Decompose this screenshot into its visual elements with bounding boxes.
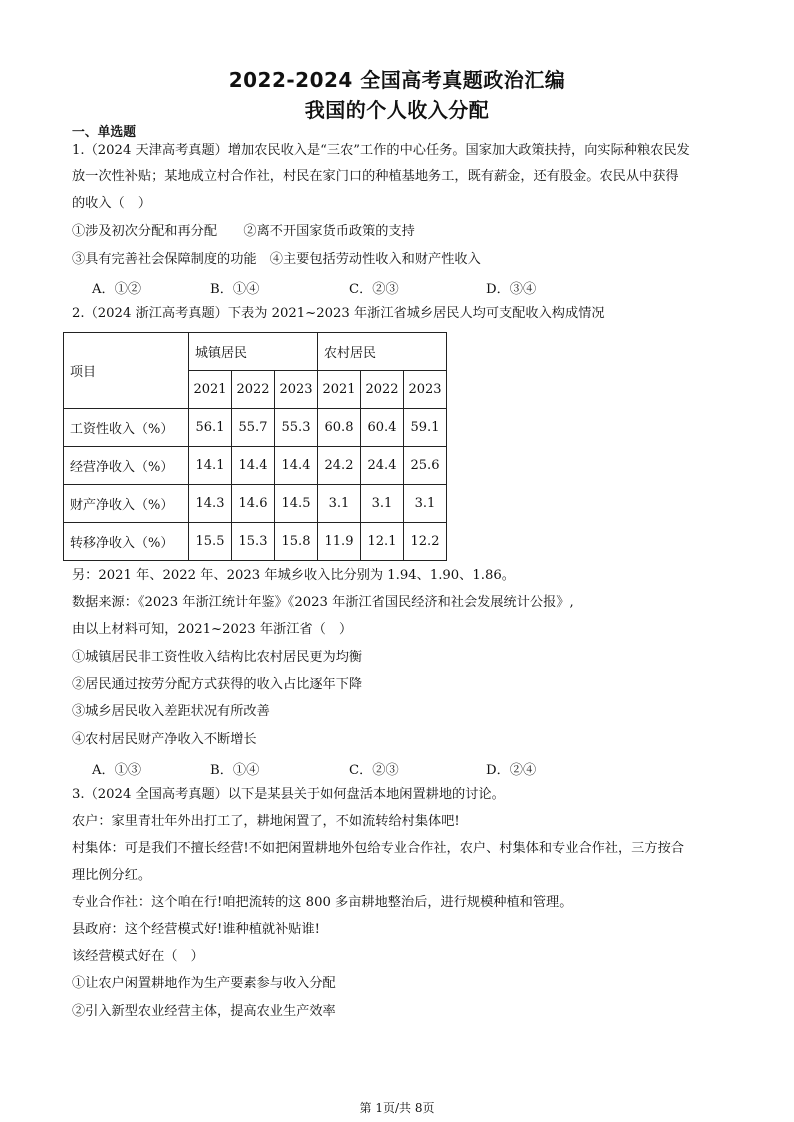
table-row — [64, 447, 447, 485]
table-year-cell: 2021 — [189, 371, 232, 409]
table-cell: 3.1 — [318, 485, 361, 523]
table-cell: 55.7 — [232, 409, 275, 447]
table-year-cell: 2023 — [404, 371, 447, 409]
table-cell: 14.4 — [232, 447, 275, 485]
table-cell: 59.1 — [404, 409, 447, 447]
q3-statement-line: ②引入新型农业经营主体，提高农业生产效率 — [72, 1004, 336, 1019]
table-cell: 14.5 — [275, 485, 318, 523]
table-cell: 3.1 — [361, 485, 404, 523]
q3-dialogue-line: 农户：家里青壮年外出打工了，耕地闲置了，不如流转给村集体吧! — [72, 814, 460, 829]
table-cell: 14.4 — [275, 447, 318, 485]
table-cell: 24.2 — [318, 447, 361, 485]
q2-option-d: D．②④ — [486, 763, 537, 778]
q3-dialogue-line: 理比例分红。 — [72, 868, 152, 883]
section-heading: 一、单选题 — [72, 125, 136, 140]
table-row — [64, 485, 447, 523]
table-row-label: 财产净收入（%） — [64, 485, 189, 523]
q2-statement-line: ②居民通过按劳分配方式获得的收入占比逐年下降 — [72, 677, 363, 692]
table-row-label: 转移净收入（%） — [64, 523, 189, 561]
table-cell: 3.1 — [404, 485, 447, 523]
table-cell: 60.4 — [361, 409, 404, 447]
q2-statement-line: ④农村居民财产净收入不断增长 — [72, 732, 257, 747]
q3-dialogue-line: 专业合作社：这个咱在行!咱把流转的这 800 多亩耕地整治后，进行规模种植和管理。 — [72, 895, 573, 910]
q2-option-c: C．②③ — [349, 763, 399, 778]
table-cell: 12.2 — [404, 523, 447, 561]
q3-dialogue-line: 村集体：可是我们不擅长经营!不如把闲置耕地外包给专业合作社，农户、村集体和专业合作社，三方按合 — [72, 841, 684, 856]
table-cell: 55.3 — [275, 409, 318, 447]
q3-stem: 3.（2024 全国高考真题）以下是某县关于如何盘活本地闲置耕地的讨论。 — [72, 787, 505, 802]
income-table — [63, 332, 447, 561]
q2-statement-line: ③城乡居民收入差距状况有所改善 — [72, 704, 270, 719]
table-cell: 12.1 — [361, 523, 404, 561]
q1-statement-line: ③具有完善社会保障制度的功能 ④主要包括劳动性收入和财产性收入 — [72, 252, 481, 267]
q1-stem-line: 放一次性补贴；某地成立村合作社，村民在家门口的种植基地务工，既有薪金，还有股金。农民从中获得 — [72, 169, 679, 184]
q1-stem-line: 的收入（ ） — [72, 196, 152, 211]
table-row-label: 工资性收入（%） — [64, 409, 189, 447]
table-cell: 15.5 — [189, 523, 232, 561]
table-cell: 11.9 — [318, 523, 361, 561]
q2-option-b: B．①④ — [210, 763, 260, 778]
q2-statement-line: ①城镇居民非工资性收入结构比农村居民更为均衡 — [72, 650, 363, 665]
table-cell: 60.8 — [318, 409, 361, 447]
table-year-cell: 2021 — [318, 371, 361, 409]
page-subtitle: 我国的个人收入分配 — [304, 98, 490, 122]
table-year-cell: 2022 — [232, 371, 275, 409]
q2-prompt: 由以上材料可知，2021~2023 年浙江省（ ） — [72, 622, 353, 637]
q1-stem-line: 1.（2024 天津高考真题）增加农民收入是“三农”工作的中心任务。国家加大政策扶持，向实际种粮农民发 — [72, 143, 690, 158]
table-corner-cell: 项目 — [64, 333, 189, 409]
table-year-cell: 2023 — [275, 371, 318, 409]
q3-statement-line: ①让农户闲置耕地作为生产要素参与收入分配 — [72, 976, 336, 991]
q1-option-a: A．①② — [92, 282, 142, 297]
q1-option-b: B．①④ — [210, 282, 260, 297]
table-cell: 14.3 — [189, 485, 232, 523]
page-title: 2022-2024 全国高考真题政治汇编 — [228, 68, 566, 92]
table-cell: 15.8 — [275, 523, 318, 561]
q1-option-d: D．③④ — [486, 282, 537, 297]
q1-statement-line: ①涉及初次分配和再分配 ②离不开国家货币政策的支持 — [72, 224, 415, 239]
table-row — [64, 523, 447, 561]
q2-stem: 2.（2024 浙江高考真题）下表为 2021~2023 年浙江省城乡居民人均可支配收入构成情况 — [72, 306, 605, 321]
table-header-row — [64, 333, 447, 371]
table-group-header: 城镇居民 — [189, 333, 318, 371]
table-cell: 24.4 — [361, 447, 404, 485]
table-row-label: 经营净收入（%） — [64, 447, 189, 485]
table-cell: 14.6 — [232, 485, 275, 523]
table-cell: 14.1 — [189, 447, 232, 485]
q3-dialogue-line: 县政府：这个经营模式好!谁种植就补贴谁! — [72, 922, 320, 937]
table-cell: 25.6 — [404, 447, 447, 485]
page-footer: 第 1页/共 8页 — [359, 1101, 435, 1115]
q2-note-line: 另：2021 年、2022 年、2023 年城乡收入比分别为 1.94、1.90、1.86。 — [72, 568, 515, 583]
table-row — [64, 409, 447, 447]
q3-prompt: 该经营模式好在（ ） — [72, 949, 204, 964]
table-cell: 56.1 — [189, 409, 232, 447]
q2-option-a: A．①③ — [92, 763, 142, 778]
q1-option-c: C．②③ — [349, 282, 399, 297]
table-group-header: 农村居民 — [318, 333, 447, 371]
table-year-cell: 2022 — [361, 371, 404, 409]
table-cell: 15.3 — [232, 523, 275, 561]
q2-note-line: 数据来源：《2023 年浙江统计年鉴》《2023 年浙江省国民经济和社会发展统计公报》, — [72, 595, 574, 610]
